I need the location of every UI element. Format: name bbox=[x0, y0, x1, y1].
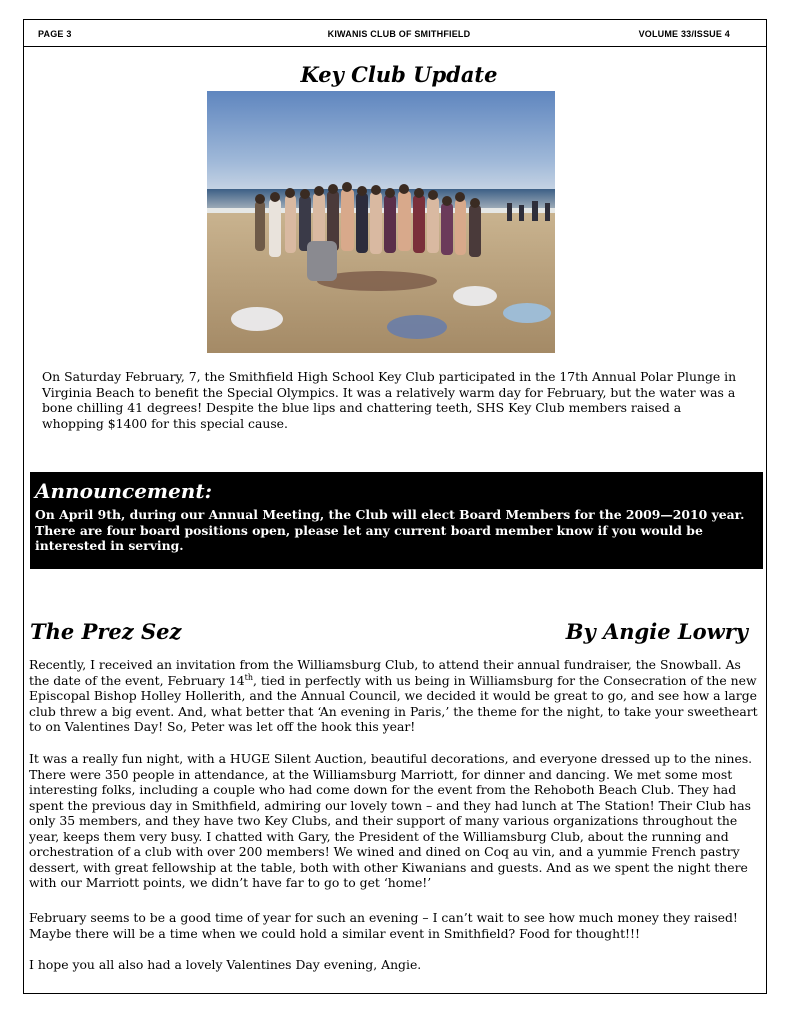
announcement-box bbox=[30, 472, 763, 569]
author-byline: By Angie Lowry bbox=[565, 619, 748, 644]
prez-sez-heading: The Prez Sez bbox=[30, 619, 182, 644]
prez-paragraph-1 bbox=[29, 657, 759, 735]
page-number: PAGE 3 bbox=[38, 29, 72, 39]
key-club-heading: Key Club Update bbox=[300, 62, 498, 87]
prez-p1-text-a: Recently, I received an invitation from the Williamsburg Club, to attend their annual fundraiser, the Snowball. As the date of the event, February 14 bbox=[29, 657, 741, 688]
group-photo bbox=[207, 91, 555, 353]
header-divider bbox=[23, 46, 767, 47]
prez-p1-text-b: , tied in perfectly with us being in Williamsburg for the Consecration of the new Episcopal Bishop Holley Hollerith, and the Annual Council, we decided it would be great to go, and see how a large club threw a big event. And, what better that ‘An evening in Paris,’ the theme for the night, to take your sweetheart to on Valentines Day! So, Peter was let off the hook this year! bbox=[29, 672, 758, 734]
announcement-heading: Announcement: bbox=[35, 479, 212, 503]
announcement-text: On April 9th, during our Annual Meeting, the Club will elect Board Members for the 2009—2010 year. There are four board positions open, please let any current board member know if you would be interested in serving. bbox=[35, 507, 745, 553]
newsletter-title: KIWANIS CLUB OF SMITHFIELD bbox=[327, 29, 471, 39]
prez-paragraph-3: February seems to be a good time of year for such an evening – I can’t wait to see how much money they raised! Maybe there will be a time when we could hold a similar event in Smithfield? Food for thought!!! bbox=[29, 910, 738, 941]
prez-paragraph-4: I hope you all also had a lovely Valentines Day evening, Angie. bbox=[29, 957, 422, 972]
key-club-article: On Saturday February, 7, the Smithfield High School Key Club participated in the 17th Annual Polar Plunge in Virginia Beach to benefit the Special Olympics. It was a relatively warm day for February, but the water was a bone chilling 41 degrees! Despite the blue lips and chattering teeth, SHS Key Club members raised a whopping $1400 for this special cause. bbox=[42, 369, 737, 431]
volume-issue: VOLUME 33/ISSUE 4 bbox=[638, 29, 730, 39]
prez-paragraph-2: It was a really fun night, with a HUGE Silent Auction, beautiful decorations, and everyone dressed up to the nines. There were 350 people in attendance, at the Williamsburg Marriott, for dinner and dancing. We met some most interesting folks, including a couple who had come down for the event from the Rehoboth Beach Club. They had spent the previous day in Smithfield, admiring our lovely town – and they had lunch at The Station! Their Club has only 35 members, and they have two Key Clubs, and their support of many various organizations throughout the year, keeps them very busy. I chatted with Gary, the President of the Williamsburg Club, about the running and orchestration of a club with over 200 members! We wined and dined on Coq au vin, and a yummie French pastry dessert, with great fellowship at the table, both with other Kiwanians and guests. And as we spent the night there with our Marriott points, we didn’t have far to go to get ‘home!’ bbox=[29, 751, 753, 890]
ordinal-suffix: th bbox=[244, 672, 253, 682]
